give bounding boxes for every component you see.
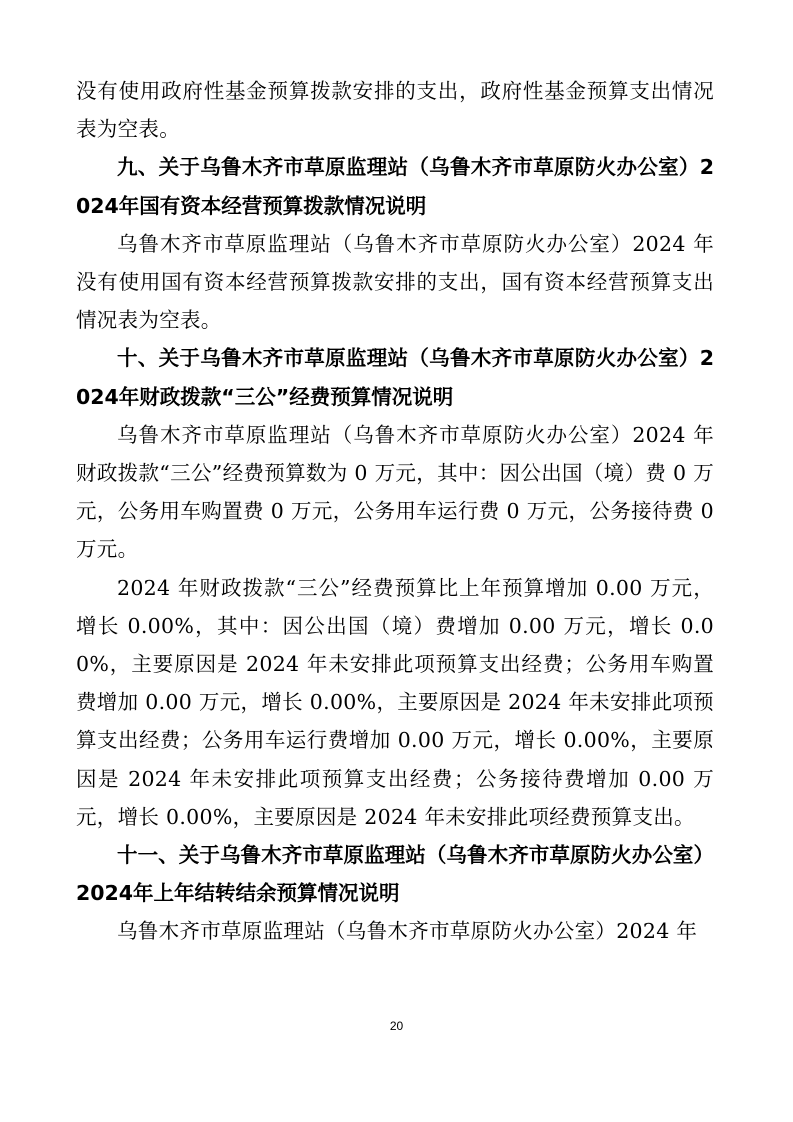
- page-number: 20: [389, 1019, 404, 1033]
- paragraph-three-public-budget: 乌鲁木齐市草原监理站（乌鲁木齐市草原防火办公室）2024 年财政拨款“三公”经费预算数为 0 万元，其中：因公出国（境）费 0 万元，公务用车购置费 0 万元，公务用车运行费 0 万元，公务接待费 0 万元。: [76, 422, 714, 562]
- paragraph-government-fund-conclusion: 没有使用政府性基金预算拨款安排的支出，政府性基金预算支出情况表为空表。: [76, 79, 714, 142]
- document-page: [76, 72, 714, 951]
- paragraph-carryover-budget: 乌鲁木齐市草原监理站（乌鲁木齐市草原防火办公室）2024 年: [117, 919, 698, 944]
- paragraph-state-capital-budget: 乌鲁木齐市草原监理站（乌鲁木齐市草原防火办公室）2024 年没有使用国有资本经营预算拨款安排的支出，国有资本经营预算支出情况表为空表。: [76, 231, 714, 333]
- section-heading-9: 九、关于乌鲁木齐市草原监理站（乌鲁木齐市草原防火办公室）2024年国有资本经营预算拨款情况说明: [76, 155, 714, 218]
- section-heading-10: 十、关于乌鲁木齐市草原监理站（乌鲁木齐市草原防火办公室）2024年财政拨款“三公”经费预算情况说明: [76, 346, 714, 409]
- paragraph-three-public-comparison: 2024 年财政拨款“三公”经费预算比上年预算增加 0.00 万元，增长 0.00%，其中：因公出国（境）费增加 0.00 万元，增长 0.00%，主要原因是 2024 年未安排此项预算支出经费；公务用车购置费增加 0.00 万元，增长 0.00%，主要原因是 2024 年未安排此项预算支出经费；公务用车运行费增加 0.00 万元，增长 0.00%，主要原因是 2024 年未安排此项预算支出经费；公务接待费增加 0.00 万元，增长 0.00%，主要原因是 2024 年未安排此项经费预算支出。: [76, 575, 714, 829]
- section-heading-11: 十一、关于乌鲁木齐市草原监理站（乌鲁木齐市草原防火办公室）2024年上年结转结余预算情况说明: [76, 843, 714, 906]
